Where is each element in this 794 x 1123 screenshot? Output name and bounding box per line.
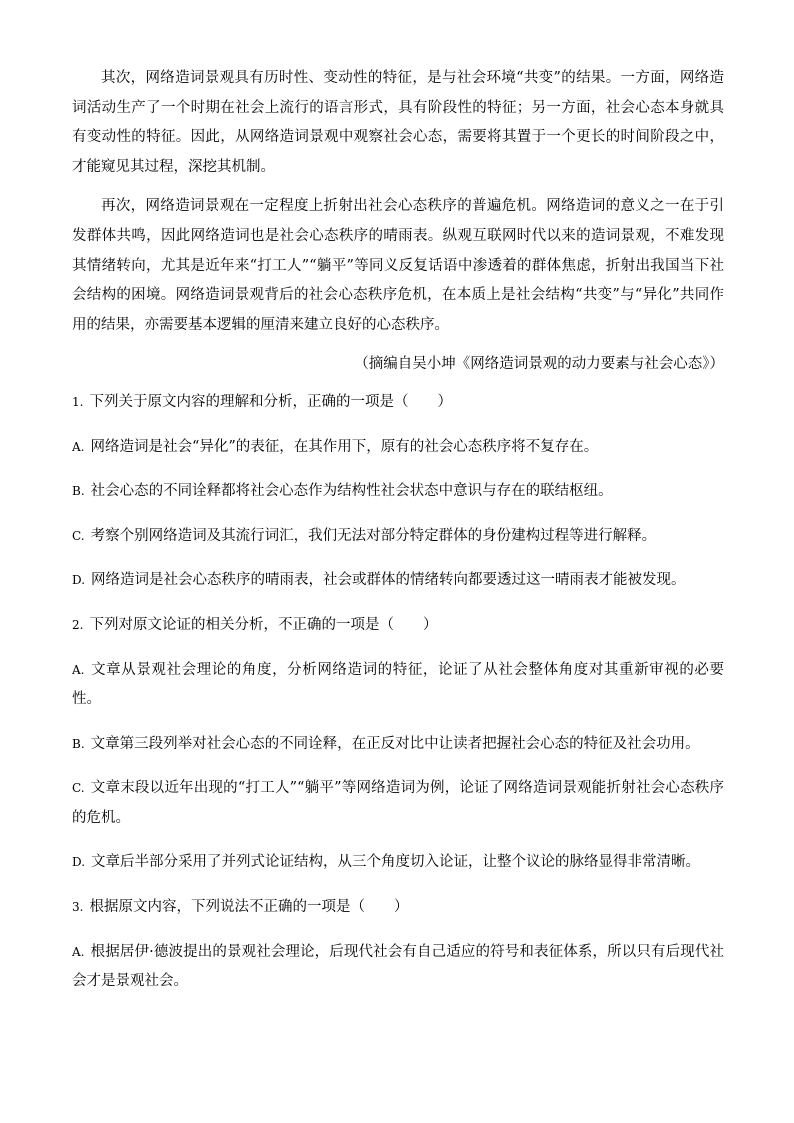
option-d	[72, 566, 724, 596]
question-number: 2.	[72, 617, 84, 632]
option-label: C.	[72, 781, 85, 796]
option-label: D.	[72, 573, 86, 588]
option-text: 网络造词是社会“异化”的表征，在其作用下，原有的社会心态秩序将不复存在。	[90, 438, 599, 455]
option-c	[72, 522, 724, 552]
option-text: 根据居伊·德波提出的景观社会理论，后现代社会有自己适应的符号和表征体系，所以只有后现代社会才是景观社会。	[72, 943, 724, 990]
option-label: B.	[72, 484, 85, 499]
question-text: 下列关于原文内容的理解和分析，正确的一项是（ ）	[89, 393, 452, 410]
document-page	[72, 64, 724, 1012]
option-b	[72, 477, 724, 507]
question-stem	[72, 611, 724, 641]
source-citation: （摘编自吴小坤《网络造词景观的动力要素与社会心态》）	[354, 356, 724, 373]
option-label: A.	[72, 944, 85, 959]
option-label: A.	[72, 439, 85, 454]
option-text: 考察个别网络造词及其流行词汇，我们无法对部分特定群体的身份建构过程等进行解释。	[90, 527, 657, 544]
option-a	[72, 433, 724, 463]
option-label: A.	[72, 662, 85, 677]
question-text: 根据原文内容，下列说法不正确的一项是（ ）	[89, 899, 409, 916]
body-paragraph: 其次，网络造词景观具有历时性、变动性的特征，是与社会环境“共变”的结果。一方面，网络造词活动生产了一个时期在社会上流行的语言形式，具有阶段性的特征；另一方面，社会心态本身就具有变动性的特征。因此，从网络造词景观中观察社会心态，需要将其置于一个更长的时间阶段之中，才能窥见其过程，深挖其机制。	[72, 70, 724, 175]
question-text: 下列对原文论证的相关分析，不正确的一项是（ ）	[89, 616, 438, 633]
question-2	[72, 611, 724, 878]
option-a	[72, 656, 724, 715]
option-text: 网络造词是社会心态秩序的晴雨表，社会或群体的情绪转向都要透过这一晴雨表才能被发现。	[91, 572, 686, 589]
question-1	[72, 388, 724, 596]
option-text: 文章从景观社会理论的角度，分析网络造词的特征，论证了从社会整体角度对其重新审视的必要性。	[72, 661, 724, 708]
option-text: 文章第三段列举对社会心态的不同诠释，在正反对比中让读者把握社会心态的特征及社会功用。	[90, 735, 700, 752]
option-c	[72, 774, 724, 833]
option-b	[72, 730, 724, 760]
question-3	[72, 893, 724, 997]
question-stem	[72, 893, 724, 923]
option-d	[72, 848, 724, 878]
question-number: 1.	[72, 394, 84, 409]
option-label: D.	[72, 855, 86, 870]
body-paragraph: 再次，网络造词景观在一定程度上折射出社会心态秩序的普遍危机。网络造词的意义之一在于引发群体共鸣，因此网络造词也是社会心态秩序的晴雨表。纵观互联网时代以来的造词景观，不难发现其情绪转向，尤其是近年来“打工人”“躺平”等同义反复话语中渗透着的群体焦虑，折射出我国当下社会结构的困境。网络造词景观背后的社会心态秩序危机，在本质上是社会结构“共变”与“异化”共同作用的结果，亦需要基本逻辑的厘清来建立良好的心态秩序。	[72, 198, 724, 333]
option-label: C.	[72, 528, 85, 543]
option-text: 文章末段以近年出现的“打工人”“躺平”等网络造词为例，论证了网络造词景观能折射社会心态秩序的危机。	[72, 780, 724, 826]
option-a	[72, 938, 724, 997]
question-number: 3.	[72, 900, 84, 915]
option-text: 社会心态的不同诠释都将社会心态作为结构性社会状态中意识与存在的联结枢纽。	[90, 483, 613, 500]
option-label: B.	[72, 736, 85, 751]
question-stem	[72, 388, 724, 418]
option-text: 文章后半部分采用了并列式论证结构，从三个角度切入论证，让整个议论的脉络显得非常清晰。	[91, 854, 701, 871]
